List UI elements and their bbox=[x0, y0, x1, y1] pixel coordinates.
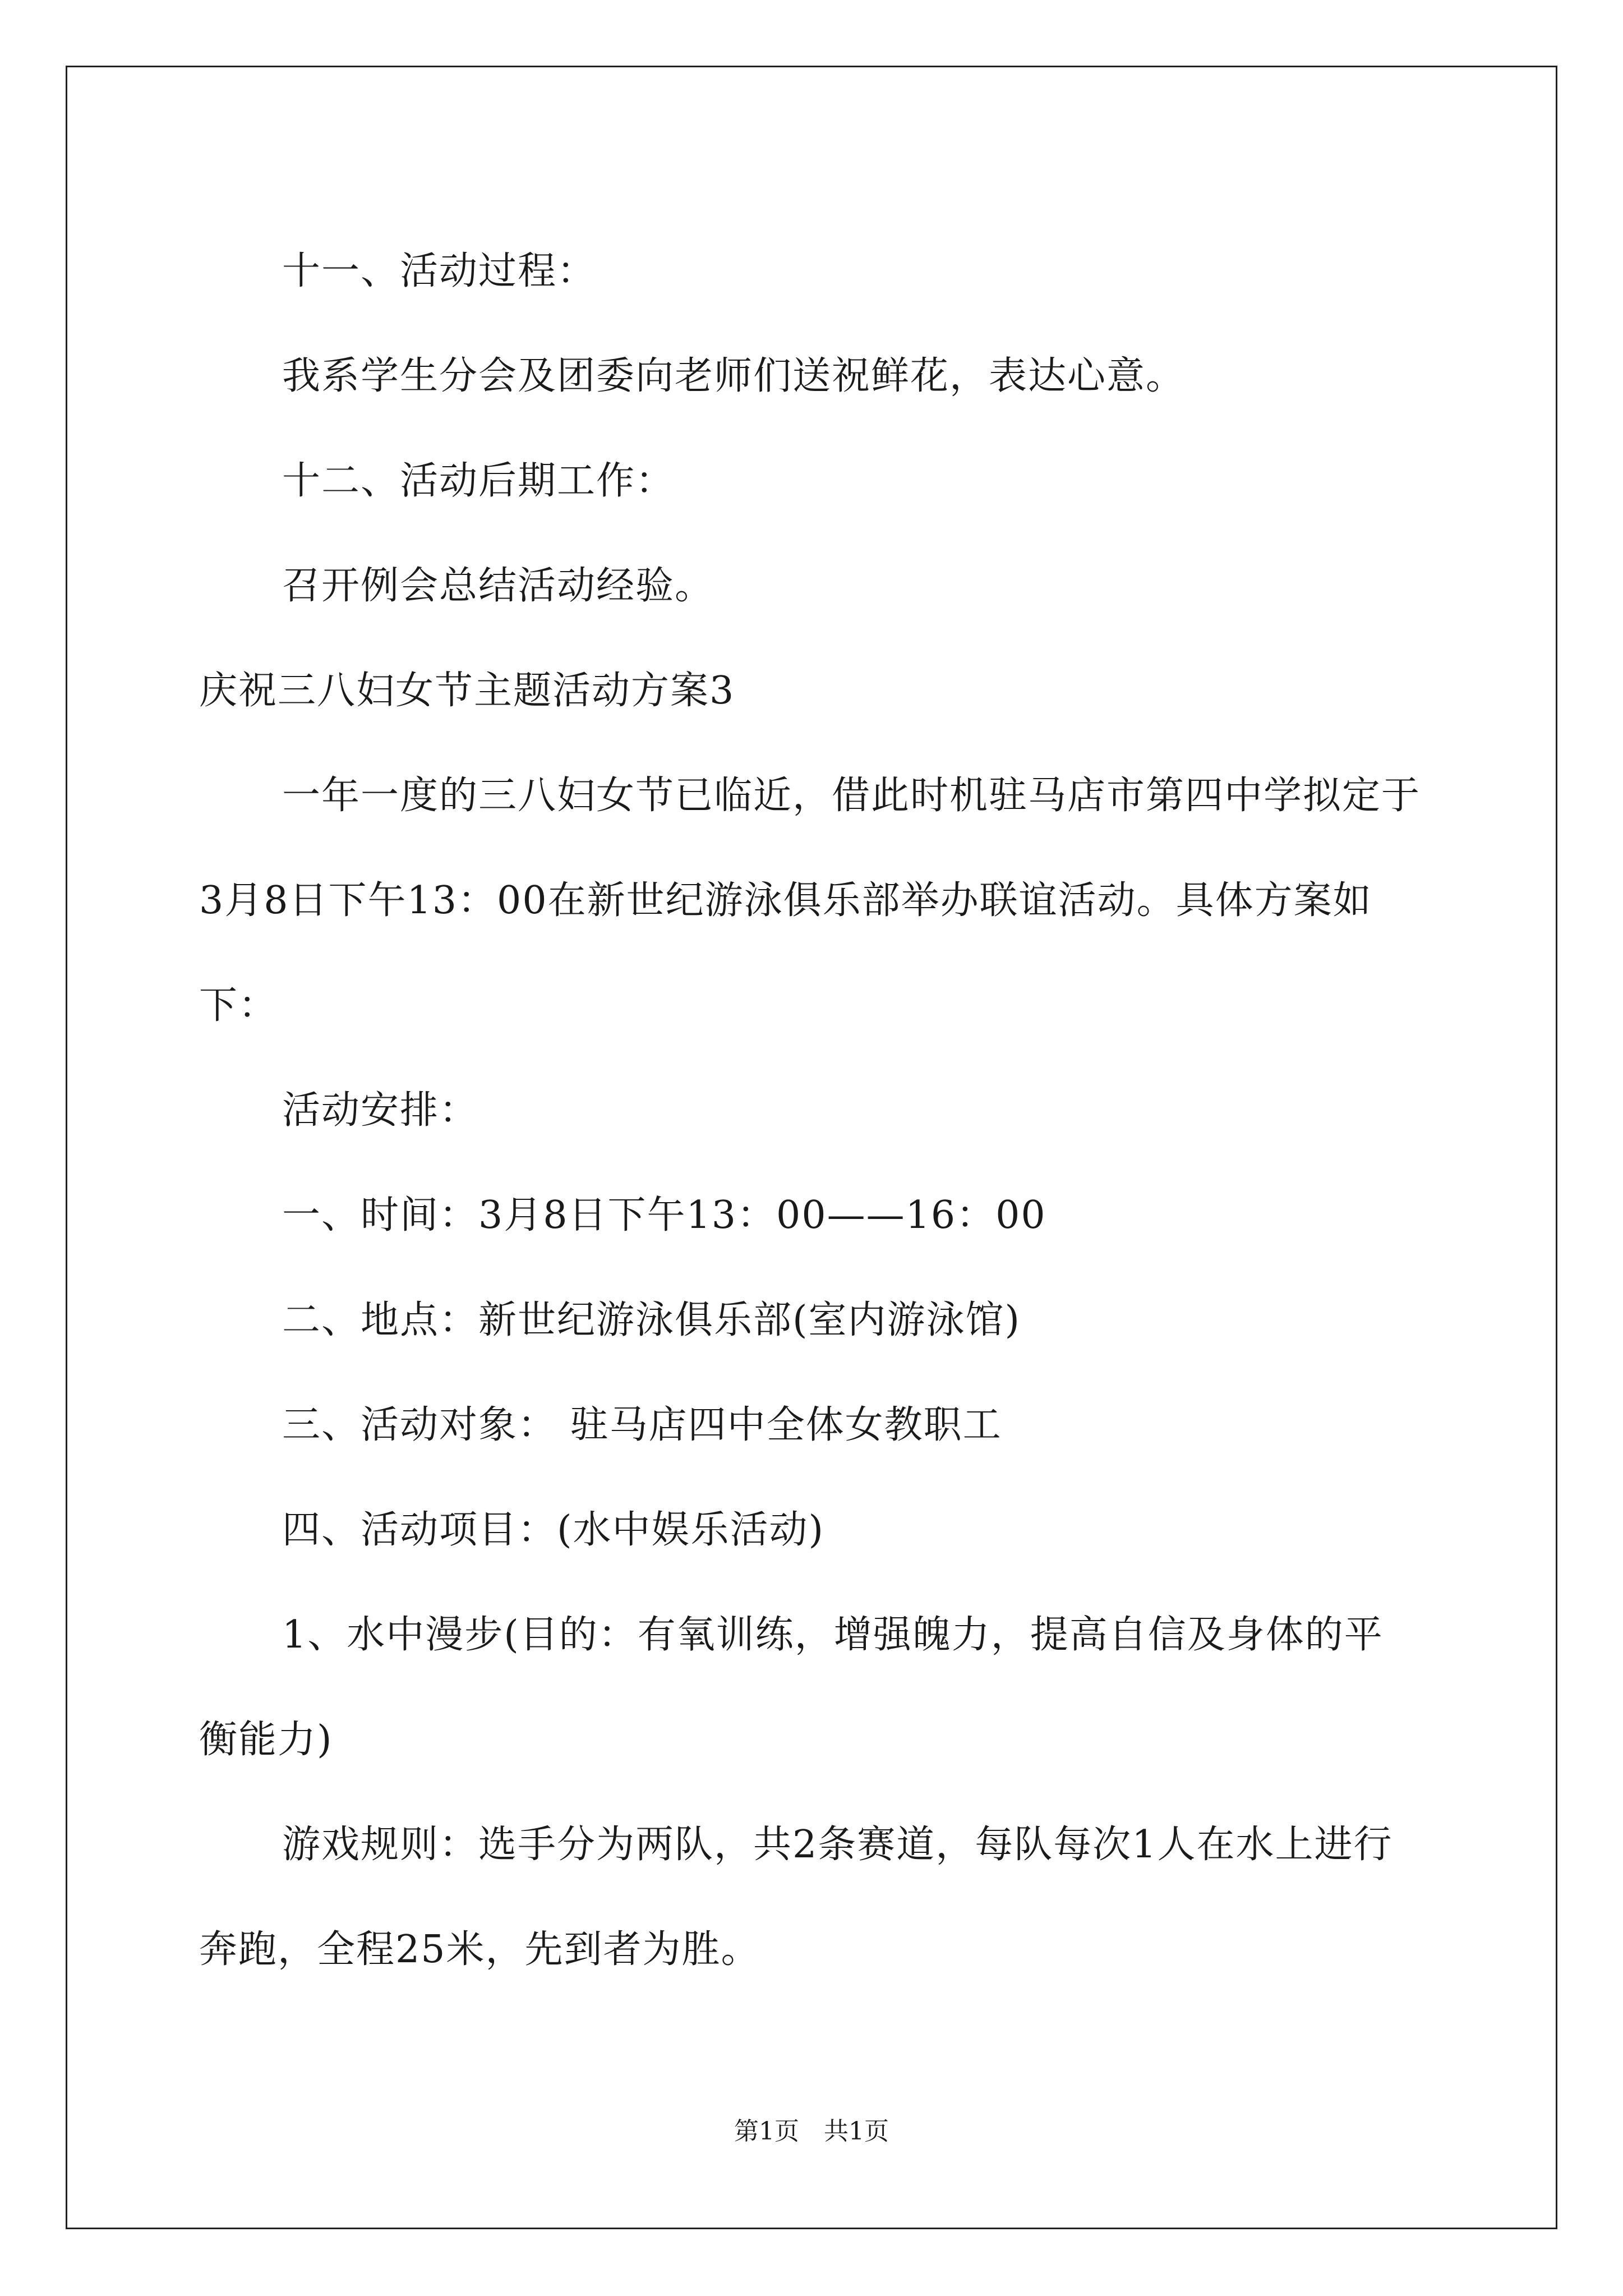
paragraph: 一、时间：3月8日下午13：00——16：00 bbox=[282, 1193, 1046, 1237]
paragraph: 召开例会总结活动经验。 bbox=[282, 564, 714, 608]
paragraph: 1、水中漫步(目的：有氧训练，增强魄力，提高自信及身体的平衡能力) bbox=[199, 1613, 1384, 1762]
document-body bbox=[199, 219, 1422, 2002]
paragraph: 二、地点：新世纪游泳俱乐部(室内游泳馆) bbox=[282, 1298, 1021, 1342]
paragraph: 活动安排： bbox=[282, 1088, 479, 1133]
page-footer: 第1页 共1页 bbox=[734, 2117, 889, 2146]
paragraph: 游戏规则：选手分为两队，共2条赛道，每队每次1人在水上进行奔跑，全程25米，先到者为胜。 bbox=[199, 1823, 1393, 1972]
paragraph: 十一、活动过程： bbox=[282, 249, 597, 293]
paragraph: 一年一度的三八妇女节已临近，借此时机驻马店市第四中学拟定于3月8日下午13：00在新世纪游泳俱乐部举办联谊活动。具体方案如下： bbox=[199, 774, 1421, 1028]
section-title: 庆祝三八妇女节主题活动方案3 bbox=[199, 669, 735, 713]
paragraph: 四、活动项目：(水中娱乐活动) bbox=[282, 1508, 825, 1552]
paragraph: 十二、活动后期工作： bbox=[282, 459, 675, 503]
paragraph: 三、活动对象： 驻马店四中全体女教职工 bbox=[282, 1403, 1002, 1447]
paragraph: 我系学生分会及团委向老师们送祝鲜花，表达心意。 bbox=[282, 354, 1186, 398]
